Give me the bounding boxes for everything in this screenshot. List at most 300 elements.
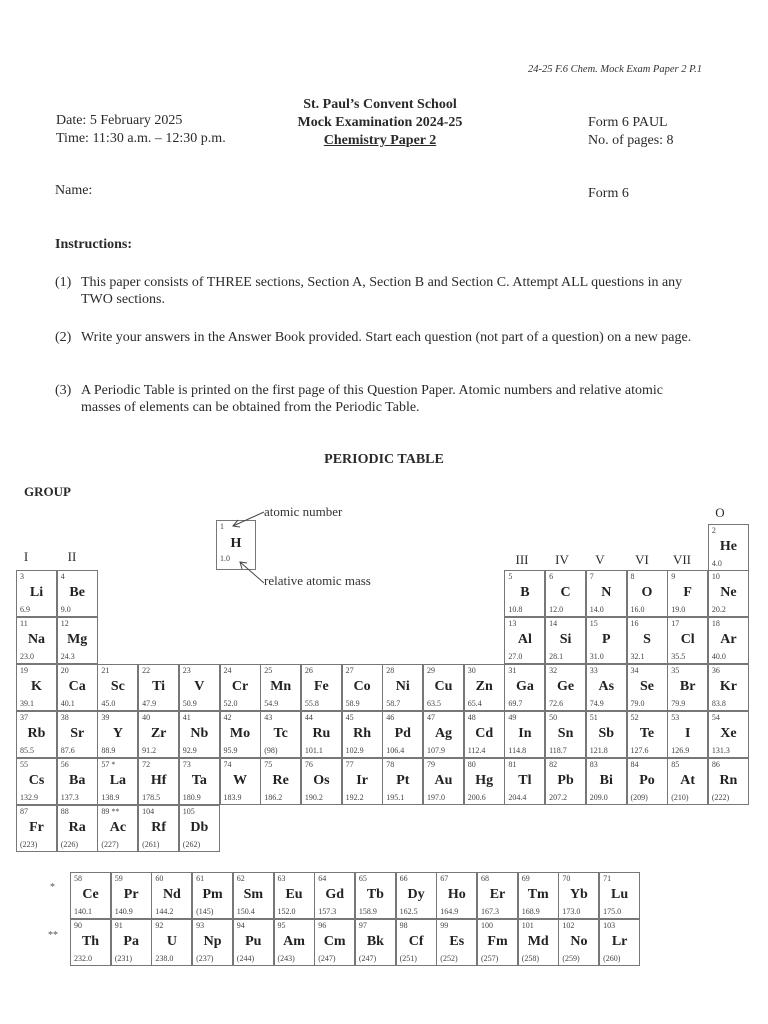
atomic-mass: (258) [521,954,540,963]
element-symbol: Se [640,679,654,694]
element-symbol: At [680,773,696,788]
element-symbol: Ba [69,773,86,788]
element-symbol: Pr [123,887,139,902]
atomic-mass: (252) [440,954,458,963]
atomic-number: 42 [223,713,232,722]
lanthanide-cell [111,872,152,919]
element-symbol: Rb [27,726,46,741]
atomic-mass: 74.9 [589,699,604,708]
atomic-number: 12 [60,619,69,628]
atomic-number: 79 [427,760,435,769]
actinide-cell [192,919,233,966]
element-cell [138,758,179,805]
element-cell [342,758,383,805]
atomic-number: 99 [440,921,449,930]
atomic-mass: 14.0 [589,605,604,614]
element-cell [16,805,57,852]
atomic-mass: 35.5 [671,652,686,661]
element-cell [627,664,668,711]
atomic-mass: 69.7 [508,699,523,708]
atomic-number: 61 [196,874,205,883]
element-symbol: Am [283,934,305,949]
element-cell [586,664,627,711]
element-symbol: Ho [447,887,466,902]
actinide-mark: ** [48,930,58,941]
element-symbol: Mo [229,726,251,741]
atomic-mass: (257) [481,954,499,963]
atomic-number: 1 [220,522,224,531]
element-cell [708,570,749,617]
atomic-mass: 180.9 [182,793,201,802]
atomic-mass: 158.9 [358,907,377,916]
element-cell [627,570,668,617]
element-symbol: Ge [557,679,575,694]
element-symbol: Zn [475,679,493,694]
atomic-number: 23 [182,666,191,675]
atomic-number: 41 [182,713,191,722]
element-cell [57,711,98,758]
element-symbol: Sc [110,679,125,694]
atomic-number: 96 [318,921,327,930]
atomic-mass: 54.9 [264,699,279,708]
element-symbol: Si [559,632,572,647]
atomic-number: 24 [223,666,232,675]
element-cell [57,570,98,617]
atomic-number: 14 [549,619,558,628]
atomic-mass: 167.3 [481,907,499,916]
atomic-mass: 207.2 [549,793,568,802]
atomic-number: 71 [603,874,612,883]
atomic-number: 19 [20,666,28,675]
atomic-mass: (261) [142,840,160,849]
element-cell [586,570,627,617]
atomic-mass: (244) [236,954,255,963]
element-cell [545,711,586,758]
page-count: No. of pages: 8 [588,133,674,148]
atomic-mass: (222) [711,793,730,802]
atomic-number: 31 [508,666,517,675]
element-symbol: Ag [434,726,453,741]
atomic-mass: 162.5 [399,907,418,916]
element-cell [423,711,464,758]
element-symbol: As [598,679,615,694]
element-symbol: Nb [190,726,209,741]
atomic-mass: 10.8 [508,605,523,614]
atomic-number: 66 [399,874,408,883]
atomic-number: 58 [74,874,82,883]
element-symbol: Bk [366,934,384,949]
atomic-number: 10 [711,572,720,581]
atomic-number: 37 [20,713,28,722]
element-cell [16,758,57,805]
actinide-cell [314,919,355,966]
element-cell [138,711,179,758]
element-symbol: I [684,726,691,741]
atomic-number: 62 [236,874,245,883]
element-symbol: Mn [270,679,292,694]
atomic-number: 86 [711,760,720,769]
element-cell [179,805,220,852]
atomic-number: 104 [142,807,155,816]
atomic-mass: 118.7 [549,746,567,755]
instruction-text: A Periodic Table is printed on the first page of this Question Paper. Atomic numbers and relative atomic masses of elements can be obtained from the Periodic Table. [81,383,663,415]
atomic-number: 39 [101,713,110,722]
atomic-mass: 112.4 [467,746,486,755]
instruction-text: Write your answers in the Answer Book provided. Start each question (not part of a question) on a new page. [81,330,692,345]
atomic-mass: 209.0 [589,793,608,802]
element-symbol: Th [81,934,100,949]
element-symbol: Y [112,726,123,741]
atomic-number: 97 [358,921,367,930]
actinide-cell [477,919,518,966]
element-cell [504,758,545,805]
atomic-mass: (243) [277,954,295,963]
atomic-number: 73 [182,760,191,769]
element-cell [708,711,749,758]
element-cell [138,664,179,711]
atomic-number: 4 [60,572,65,581]
actinide-cell [599,919,640,966]
element-cell [708,617,749,664]
element-cell [97,711,138,758]
atomic-mass: (259) [562,954,580,963]
atomic-mass: 40.1 [60,699,75,708]
element-cell [423,758,464,805]
atomic-mass: (227) [101,840,119,849]
element-symbol: Po [639,773,655,788]
atomic-number: 6 [549,572,554,581]
form-class: Form 6 PAUL [588,115,668,130]
element-cell [545,570,586,617]
element-symbol: Sr [70,726,85,741]
legend-relative-atomic-mass: relative atomic mass [264,573,371,588]
atomic-mass: 1.0 [220,554,230,563]
element-symbol: Sb [598,726,615,741]
atomic-number: 81 [508,760,517,769]
atomic-number: 91 [114,921,123,930]
element-symbol: Cr [231,679,249,694]
element-symbol: Pm [202,887,223,902]
atomic-mass: (223) [20,840,38,849]
element-symbol: No [570,934,588,949]
element-symbol: In [518,726,532,741]
atomic-mass: 168.9 [521,907,540,916]
atomic-number: 76 [304,760,313,769]
element-symbol: Na [27,632,46,647]
lanthanide-cell [396,872,437,919]
element-symbol: Cl [680,632,695,647]
element-symbol: F [683,585,692,600]
atomic-mass: 23.0 [20,652,34,661]
group-numeral: V [595,552,605,567]
element-cell [464,711,505,758]
element-cell [179,711,220,758]
element-symbol: Br [679,679,696,694]
atomic-mass: 190.2 [304,793,323,802]
element-cell [504,711,545,758]
element-symbol: Ga [515,679,534,694]
atomic-mass: (247) [318,954,336,963]
group-numeral: O [715,505,725,520]
element-symbol: Pb [557,773,574,788]
atomic-mass: 138.9 [101,793,120,802]
atomic-mass: (247) [358,954,377,963]
lanthanide-cell [355,872,396,919]
lanthanide-cell [314,872,355,919]
element-symbol: Ir [356,773,368,788]
element-symbol: Fe [314,679,329,694]
school-name: St. Paul’s Convent School [303,97,457,112]
element-symbol: Te [639,726,655,741]
atomic-mass: 40.0 [711,652,726,661]
element-symbol: Np [203,934,222,949]
element-cell [586,711,627,758]
atomic-number: 21 [101,666,110,675]
element-cell [16,570,57,617]
exam-time: Time: 11:30 a.m. – 12:30 p.m. [56,131,226,146]
atomic-mass: 178.5 [142,793,161,802]
element-symbol: Pd [394,726,411,741]
element-symbol: Sn [557,726,574,741]
atomic-number: 54 [711,713,720,722]
atomic-number: 78 [386,760,395,769]
atomic-mass: (260) [603,954,621,963]
lanthanide-cell [274,872,315,919]
element-symbol: V [194,679,205,694]
element-cell [342,664,383,711]
actinide-cell [436,919,477,966]
atomic-number: 48 [467,713,476,722]
element-symbol: Er [489,887,506,902]
atomic-number: 44 [304,713,313,722]
actinide-cell [518,919,559,966]
element-cell [342,711,383,758]
element-symbol: Lr [611,934,628,949]
atomic-number: 75 [264,760,273,769]
lanthanide-cell [192,872,233,919]
instruction-text: This paper consists of THREE sections, Section A, Section B and Section C. Attempt ALL questions in any TWO sections. [81,275,683,307]
atomic-number: 57 * [101,760,116,769]
atomic-number: 55 [20,760,28,769]
atomic-number: 3 [20,572,24,581]
element-symbol: Pt [396,773,410,788]
atomic-mass: 28.1 [549,652,564,661]
element-cell [504,664,545,711]
atomic-number: 25 [264,666,273,675]
atomic-mass: 47.9 [142,699,157,708]
element-cell [545,617,586,664]
atomic-number: 20 [60,666,69,675]
element-symbol: Ti [152,679,166,694]
element-cell [667,664,708,711]
element-symbol: Rh [353,726,372,741]
element-cell [260,711,301,758]
lanthanide-cell [151,872,192,919]
element-symbol: C [560,585,571,600]
atomic-number: 22 [142,666,151,675]
element-symbol: Mg [67,632,88,647]
lanthanide-cell [477,872,518,919]
element-symbol: Fm [487,934,508,949]
atomic-number: 67 [440,874,449,883]
element-cell [97,758,138,805]
atomic-mass: 50.9 [182,699,197,708]
element-cell [138,805,179,852]
atomic-number: 33 [589,666,598,675]
element-cell [57,805,98,852]
atomic-mass: 140.9 [114,907,133,916]
atomic-mass: 85.5 [20,746,34,755]
atomic-mass: (231) [114,954,133,963]
atomic-number: 36 [711,666,720,675]
atomic-mass: 197.0 [427,793,445,802]
atomic-mass: 63.5 [427,699,441,708]
atomic-number: 52 [630,713,639,722]
element-symbol: Ar [720,632,737,647]
atomic-mass: 204.4 [508,793,527,802]
lanthanide-cell [599,872,640,919]
atomic-number: 69 [521,874,530,883]
atomic-mass: 175.0 [603,907,622,916]
atomic-number: 49 [508,713,517,722]
element-cell [627,711,668,758]
element-cell [464,664,505,711]
atomic-number: 80 [467,760,476,769]
atomic-number: 29 [427,666,435,675]
atomic-number: 93 [196,921,205,930]
atomic-number: 100 [481,921,493,930]
atomic-mass: 87.6 [60,746,75,755]
element-symbol: U [166,934,177,949]
element-cell [301,758,342,805]
atomic-number: 92 [155,921,164,930]
atomic-mass: 31.0 [589,652,604,661]
element-symbol: Yb [569,887,588,902]
element-cell [627,758,668,805]
element-symbol: Al [517,632,532,647]
group-numeral: VII [672,552,692,567]
element-cell [301,664,342,711]
atomic-mass: 79.0 [630,699,645,708]
element-cell [220,758,261,805]
atomic-mass: (209) [630,793,648,802]
atomic-mass: 88.9 [101,746,116,755]
element-cell [667,617,708,664]
element-symbol: Cm [323,934,346,949]
actinide-cell [111,919,152,966]
atomic-number: 35 [671,666,680,675]
element-symbol: Re [272,773,289,788]
atomic-number: 95 [277,921,286,930]
element-symbol: Li [29,585,44,600]
atomic-mass: 92.9 [182,746,197,755]
atomic-number: 51 [589,713,598,722]
element-cell [382,711,423,758]
element-cell [57,617,98,664]
atomic-number: 68 [481,874,489,883]
lanthanide-mark: * [50,882,55,893]
element-symbol: Rn [719,773,738,788]
atomic-mass: (210) [671,793,689,802]
atomic-mass: (226) [60,840,79,849]
atomic-mass: 58.9 [345,699,360,708]
atomic-mass: 4.0 [711,559,722,568]
element-symbol: Ac [109,820,127,835]
paper-reference: 24-25 F.6 Chem. Mock Exam Paper 2 P.1 [528,64,702,75]
atomic-number: 16 [630,619,639,628]
atomic-number: 8 [630,572,635,581]
atomic-mass: 32.1 [630,652,645,661]
element-cell [504,617,545,664]
atomic-mass: 152.0 [277,907,296,916]
element-symbol: Gd [325,887,345,902]
atomic-number: 15 [589,619,598,628]
element-cell [667,570,708,617]
atomic-number: 30 [467,666,476,675]
element-symbol: Eu [285,887,303,902]
atomic-mass: 101.1 [304,746,323,755]
atomic-number: 5 [508,572,513,581]
element-symbol: K [31,679,42,694]
element-symbol: W [233,773,247,788]
atomic-mass: 232.0 [74,954,92,963]
group-numeral: I [23,549,29,564]
atomic-number: 72 [142,760,151,769]
atomic-number: 70 [562,874,571,883]
element-symbol: Ru [312,726,331,741]
name-label: Name: [55,183,93,198]
element-symbol: Hg [475,773,494,788]
element-symbol: Xe [720,726,737,741]
element-cell [382,664,423,711]
atomic-mass: 126.9 [671,746,690,755]
atomic-number: 18 [711,619,720,628]
atomic-mass: 121.8 [589,746,608,755]
group-numeral: II [67,549,77,564]
actinide-cell [151,919,192,966]
atomic-number: 65 [358,874,367,883]
group-numeral: VI [635,552,649,567]
atomic-number: 83 [589,760,598,769]
element-symbol: H [230,536,242,551]
element-cell [627,617,668,664]
atomic-mass: 19.0 [671,605,686,614]
element-cell [586,758,627,805]
atomic-mass: 95.9 [223,746,238,755]
lanthanide-cell [70,872,111,919]
atomic-number: 28 [386,666,395,675]
element-symbol: Es [449,934,465,949]
atomic-mass: 140.1 [74,907,92,916]
atomic-number: 45 [345,713,354,722]
element-symbol: Os [313,773,330,788]
atomic-number: 74 [223,760,232,769]
atomic-number: 82 [549,760,558,769]
element-cell [464,758,505,805]
atomic-mass: 9.0 [60,605,71,614]
atomic-mass: 183.9 [223,793,242,802]
element-symbol: Bi [599,773,613,788]
group-label: GROUP [24,484,71,499]
atomic-mass: 200.6 [467,793,486,802]
atomic-number: 50 [549,713,558,722]
atomic-number: 27 [345,666,354,675]
element-cell [220,664,261,711]
element-cell [260,758,301,805]
atomic-number-arrow [233,512,264,526]
atomic-number: 34 [630,666,639,675]
element-symbol: La [109,773,127,788]
